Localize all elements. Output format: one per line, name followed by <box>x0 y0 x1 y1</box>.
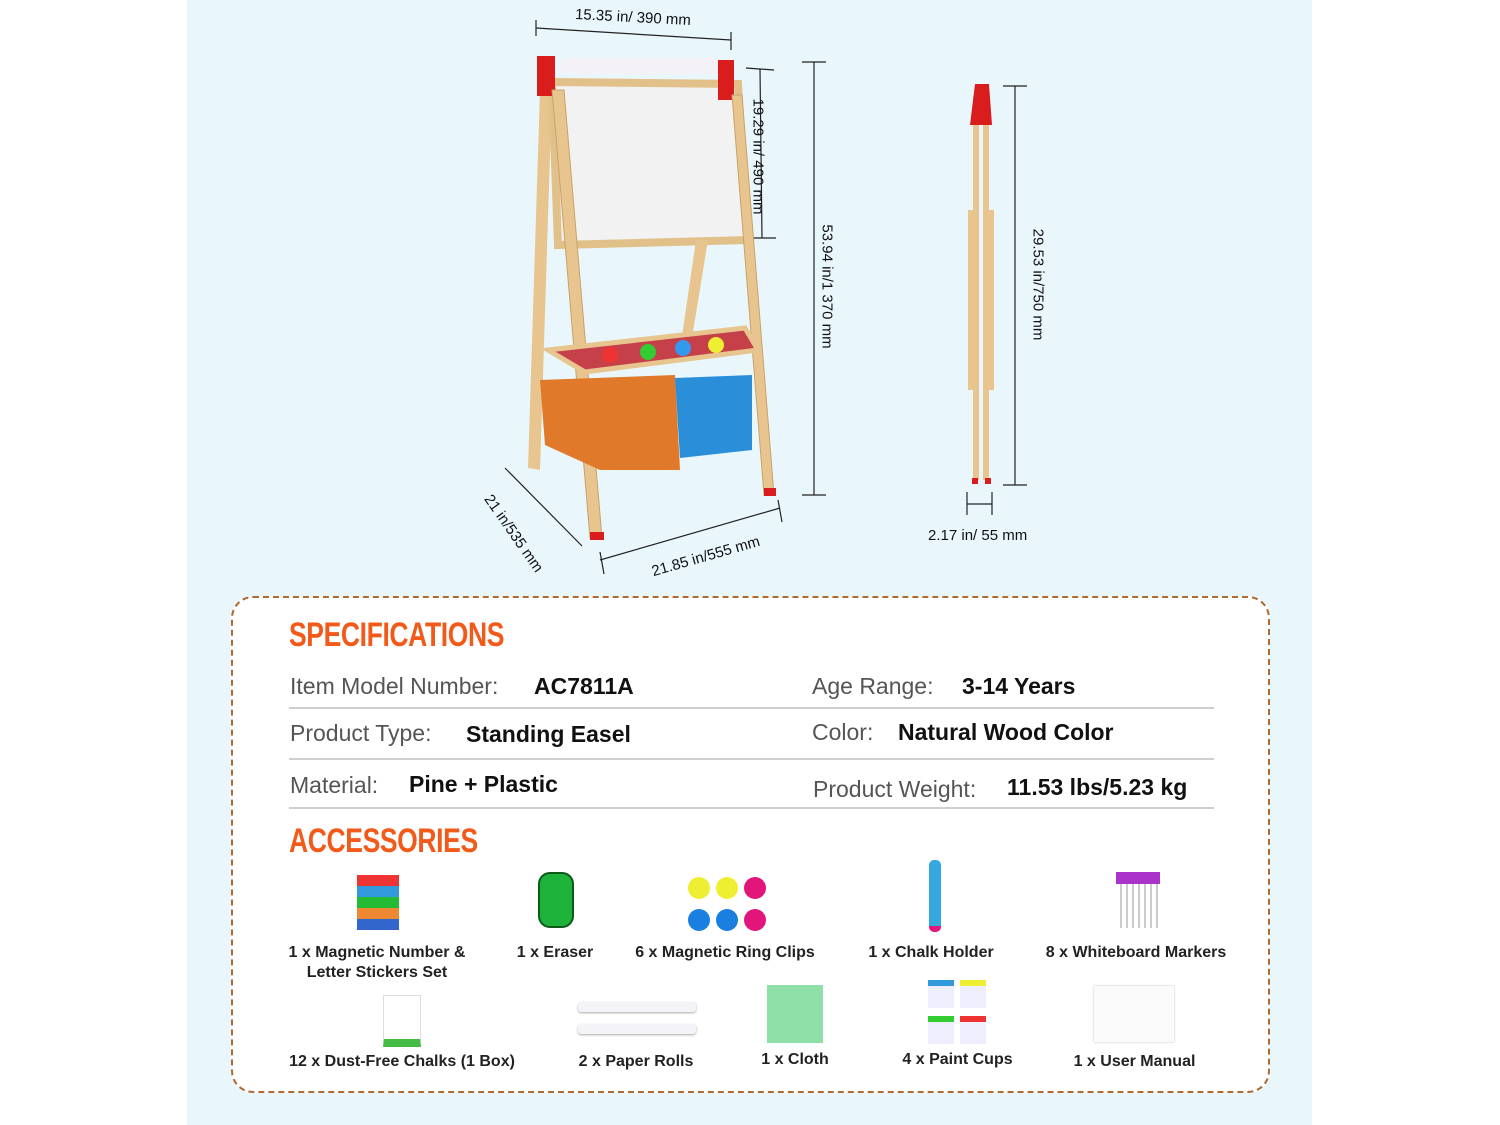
paper-rolls-icon <box>578 1002 696 1034</box>
dim-depth: 21 in/535 mm <box>480 491 547 576</box>
accessory-label: 4 x Paint Cups <box>902 1051 1013 1068</box>
accessory-label: 12 x Dust-Free Chalks (1 Box) <box>289 1053 515 1070</box>
spec-label: Product Type: <box>290 720 432 746</box>
spec-label: Age Range: <box>812 673 934 699</box>
easel-front <box>528 56 776 540</box>
spec-value: Natural Wood Color <box>898 719 1114 745</box>
accessory-label: 6 x Magnetic Ring Clips <box>635 944 815 961</box>
accessory-label: 8 x Whiteboard Markers <box>1045 944 1227 961</box>
specifications-heading: SPECIFICATIONS <box>289 616 505 654</box>
spec-value: AC7811A <box>534 673 634 699</box>
dim-base-width: 21.85 in/555 mm <box>649 532 762 581</box>
accessory-label: 1 x Cloth <box>761 1051 829 1068</box>
eraser-icon <box>538 872 574 928</box>
letter-stickers-icon <box>357 875 399 930</box>
dim-total-height: 53.94 in/1 370 mm <box>818 224 836 349</box>
dim-top-width: 15.35 in/ 390 mm <box>574 5 692 30</box>
chalk-box-icon <box>383 995 421 1047</box>
chalk-holder-icon <box>929 860 941 932</box>
accessory-label: 1 x Eraser <box>516 944 594 961</box>
accessory-label: 2 x Paper Rolls <box>578 1053 694 1070</box>
accessory-label: 1 x Magnetic Number & Letter Stickers Set <box>288 944 466 981</box>
manual-icon <box>1094 986 1174 1042</box>
accessory-label: 1 x User Manual <box>1073 1053 1196 1070</box>
markers-icon <box>1116 872 1160 928</box>
accessories-heading: ACCESSORIES <box>289 822 478 860</box>
dim-folded-height: 29.53 in/750 mm <box>1029 228 1047 341</box>
divider <box>289 758 1214 760</box>
spec-label: Item Model Number: <box>290 673 499 699</box>
spec-label: Product Weight: <box>813 776 977 802</box>
dim-board-height: 19.29 in/ 490 mm <box>749 98 767 215</box>
spec-label: Material: <box>290 772 379 798</box>
magnet-clips-icon <box>688 877 768 933</box>
spec-label: Color: <box>812 719 874 745</box>
paint-cups-icon <box>928 980 988 1046</box>
spec-value: Pine + Plastic <box>409 771 558 797</box>
dim-folded-thickness: 2.17 in/ 55 mm <box>928 527 1028 544</box>
divider <box>289 807 1214 809</box>
cloth-icon <box>767 985 823 1043</box>
spec-value: 3-14 Years <box>962 673 1076 699</box>
accessory-label: 1 x Chalk Holder <box>868 944 994 961</box>
spec-value: Standing Easel <box>466 721 631 747</box>
easel-side-folded <box>968 84 994 484</box>
spec-value: 11.53 lbs/5.23 kg <box>1007 774 1188 800</box>
divider <box>289 707 1214 709</box>
